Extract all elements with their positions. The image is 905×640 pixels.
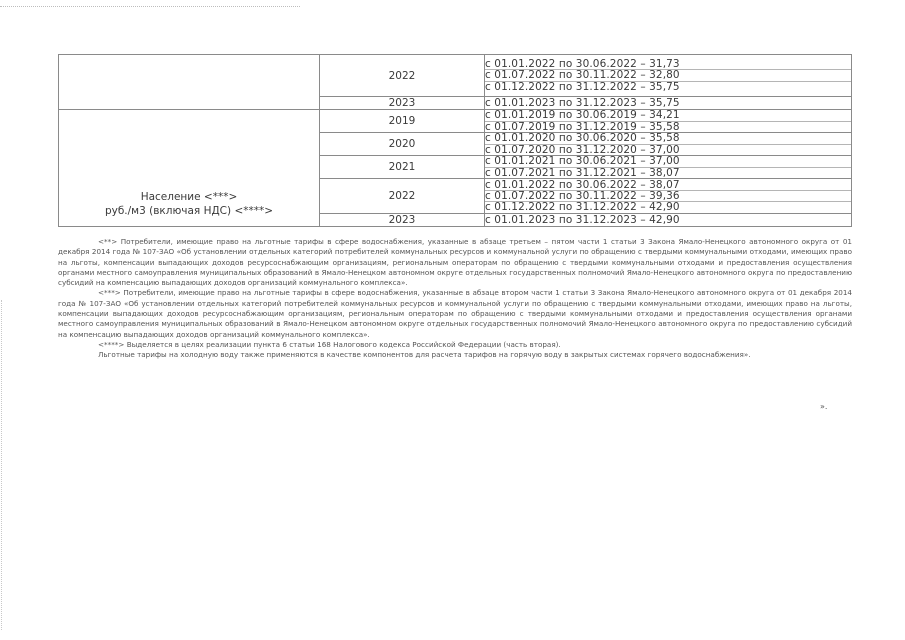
period-line: с 01.01.2021 по 30.06.2021 – 37,00 [485,156,851,167]
period-line: с 01.12.2022 по 31.12.2022 – 42,90 [485,201,680,214]
period-line: с 01.07.2019 по 31.12.2019 – 35,58 [485,120,680,133]
periods-cell [485,179,852,214]
year-cell: 2022 [320,55,485,97]
period-line: с 01.01.2023 по 31.12.2023 – 35,75 [485,96,680,109]
period-line: с 01.01.2022 по 30.06.2022 – 38,07 [485,180,851,191]
prev-group-cell [59,55,320,110]
periods-cell [485,97,852,110]
tariff-table [58,54,852,227]
footnotes [58,237,852,361]
period-line: с 01.07.2022 по 30.11.2022 – 32,80 [485,70,851,81]
period-line: с 01.07.2022 по 30.11.2022 – 39,36 [485,191,851,202]
periods-cell [485,214,852,227]
periods-cell [485,133,852,156]
population-group-cell [59,110,320,227]
group-label-line: Население <***> [140,191,238,203]
year-cell: 2020 [320,133,485,156]
period-line: с 01.01.2022 по 30.06.2022 – 31,73 [485,59,851,70]
period-line: с 01.01.2020 по 30.06.2020 – 35,58 [485,133,851,144]
year-cell: 2022 [320,179,485,214]
year-cell: 2023 [320,97,485,110]
year-cell: 2019 [320,110,485,133]
table-row [59,55,852,97]
period-line: с 01.01.2023 по 31.12.2023 – 42,90 [485,213,680,226]
periods-cell [485,156,852,179]
footnote-2star: <**> Потребители, имеющие право на льготные тарифы в сфере водоснабжения, указанные в абзаце третьем – пятом части 1 статьи 3 Закона Ямало-Ненецкого автономного округа от 01 декабря 2014 года № 107-ЗАО «Об установлении отдельных категорий потребителей коммунальных ресурсов и коммунальной услуги по обращению с твердыми коммунальными отходами, имеющих право на льготы, компенсации выпадающих доходов ресурсоснабжающим организациям, региональным операторам по обращению с твердыми коммунальными отходами и предоставления осуществления органами местного самоуправления муниципальных образований в Ямало-Ненецком автономном округе отдельных государственных полномочий Ямало-Ненецкого автономного округа по предоставлению субсидий на компенсацию выпадающих доходов организаций коммунального комплекса». [58,237,852,288]
periods-cell [485,110,852,133]
table-row [59,110,852,133]
footnote-3star: <***> Потребители, имеющие право на льготные тарифы в сфере водоснабжения, указанные в абзаце втором части 1 статьи 3 Закона Ямало-Ненецкого автономного округа от 01 декабря 2014 года № 107-ЗАО «Об установлении отдельных категорий потребителей коммунальных ресурсов и коммунальной услуги по обращению с твердыми коммунальными отходами, имеющих право на льготы, компенсации выпадающих доходов ресурсоснабжающим организациям, региональным операторам по обращению с твердыми коммунальными отходами и предоставления осуществления органами местного самоуправления муниципальных образований в Ямало-Ненецком автономном округе отдельных государственных полномочий Ямало-Ненецкого автономного округа по предоставлению субсидий на компенсацию выпадающих доходов организаций коммунального комплекса». [58,288,852,339]
period-line: с 01.12.2022 по 31.12.2022 – 35,75 [485,80,680,93]
scan-edge-left [1,300,2,630]
scan-edge-top [0,6,300,7]
period-line: с 01.07.2021 по 31.12.2021 – 38,07 [485,166,680,179]
period-line: с 01.07.2020 по 31.12.2020 – 37,00 [485,143,680,156]
year-cell: 2021 [320,156,485,179]
footnote-hot-water: Льготные тарифы на холодную воду также применяются в качестве компонентов для расчета тарифов на горячую воду в закрытых системах горячего водоснабжения». [98,350,751,360]
footnote-4star: <****> Выделяется в целях реализации пункта 6 статьи 168 Налогового кодекса Российской Федерации (часть вторая). [98,339,561,349]
year-cell: 2023 [320,214,485,227]
periods-cell [485,55,852,97]
period-line: с 01.01.2019 по 30.06.2019 – 34,21 [485,110,851,121]
closing-quote-mark: ». [820,402,828,411]
group-label-line: руб./м3 (включая НДС) <****> [104,205,274,217]
population-group-label [59,110,319,218]
